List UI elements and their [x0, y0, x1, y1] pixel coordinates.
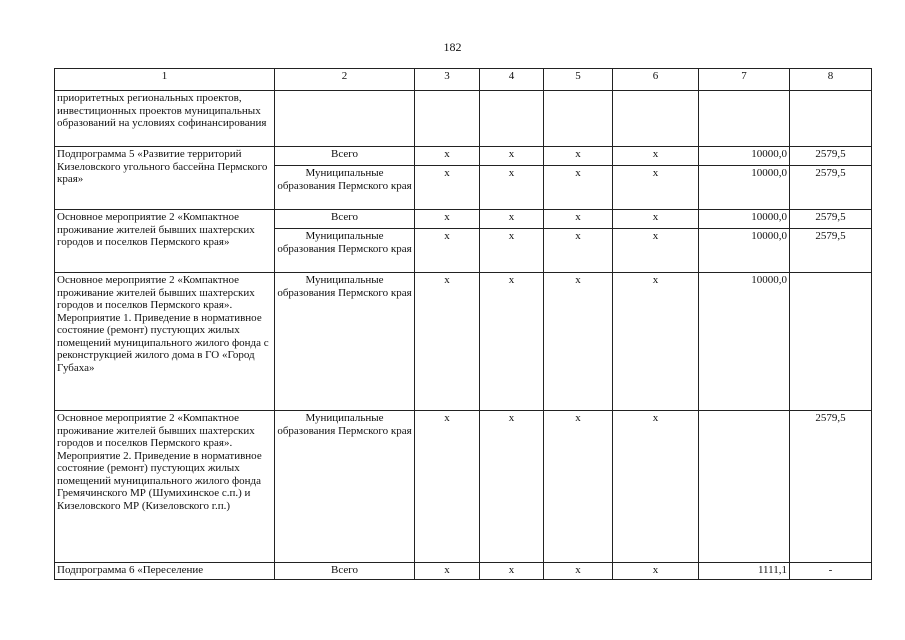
row-col-4: х — [480, 273, 544, 411]
row-col-6: х — [613, 210, 699, 229]
row-description-main: Основное мероприятие 2 «Компактное проживание жителей бывших шахтерских городов и поселков Пермского края». — [57, 412, 255, 449]
header-col-4: 4 — [480, 69, 544, 91]
row-col-7 — [699, 411, 790, 563]
header-col-8: 8 — [790, 69, 872, 91]
header-col-5: 5 — [544, 69, 613, 91]
row-recipient: Муниципальные образования Пермского края — [275, 166, 415, 210]
row-col-3: х — [415, 273, 480, 411]
header-col-3: 3 — [415, 69, 480, 91]
row-col-7: 10000,0 — [699, 166, 790, 210]
row-col-5: х — [544, 563, 613, 580]
row-col-4 — [480, 91, 544, 147]
table-row — [55, 91, 872, 147]
row-col-6: х — [613, 147, 699, 166]
row-col-3: х — [415, 563, 480, 580]
row-col-8: 2579,5 — [790, 229, 872, 273]
row-col-3: х — [415, 210, 480, 229]
row-col-6: х — [613, 229, 699, 273]
header-col-2: 2 — [275, 69, 415, 91]
row-col-4: х — [480, 411, 544, 563]
row-col-7: 10000,0 — [699, 210, 790, 229]
header-col-7: 7 — [699, 69, 790, 91]
row-recipient: Муниципальные образования Пермского края — [275, 411, 415, 563]
row-description-measure: Мероприятие 2. Приведение в нормативное состояние (ремонт) пустующих жилых помещений муниципального жилого фонда Гремячинского МР (Шумихинское с.п.) и Кизеловского МР (Кизеловского г.п.) — [57, 449, 262, 512]
row-col-3: х — [415, 166, 480, 210]
row-col-7: 10000,0 — [699, 273, 790, 411]
row-recipient: Муниципальные образования Пермского края — [275, 229, 415, 273]
row-col-6: х — [613, 273, 699, 411]
row-col-4: х — [480, 563, 544, 580]
row-col-5: х — [544, 411, 613, 563]
budget-table — [54, 68, 872, 580]
row-col-7 — [699, 91, 790, 147]
row-col-5: х — [544, 229, 613, 273]
row-col-4: х — [480, 147, 544, 166]
row-col-8 — [790, 91, 872, 147]
header-col-1: 1 — [55, 69, 275, 91]
row-description-measure: Мероприятие 1. Приведение в нормативное состояние (ремонт) пустующих жилых помещений муниципального жилого фонда с реконструкцией жилого дома в ГО «Город Губаха» — [57, 311, 269, 374]
page-number: 182 — [443, 40, 462, 54]
row-col-8: - — [790, 563, 872, 580]
row-col-4: х — [480, 166, 544, 210]
row-col-7: 1111,1 — [699, 563, 790, 580]
row-recipient: Всего — [275, 210, 415, 229]
row-col-4: х — [480, 210, 544, 229]
row-col-5: х — [544, 210, 613, 229]
row-col-6 — [613, 91, 699, 147]
row-col-8 — [790, 273, 872, 411]
row-col-8: 2579,5 — [790, 210, 872, 229]
row-recipient — [275, 91, 415, 147]
row-description — [55, 411, 275, 563]
row-col-6: х — [613, 411, 699, 563]
row-description: Подпрограмма 6 «Переселение — [55, 563, 275, 580]
row-col-4: х — [480, 229, 544, 273]
row-col-7: 10000,0 — [699, 229, 790, 273]
row-col-3: х — [415, 411, 480, 563]
row-recipient: Всего — [275, 563, 415, 580]
row-col-5: х — [544, 147, 613, 166]
table-row — [55, 411, 872, 563]
row-col-8: 2579,5 — [790, 166, 872, 210]
row-col-5 — [544, 91, 613, 147]
row-col-7: 10000,0 — [699, 147, 790, 166]
table-row — [55, 210, 872, 229]
header-row — [55, 69, 872, 91]
header-col-6: 6 — [613, 69, 699, 91]
row-col-6: х — [613, 563, 699, 580]
row-col-5: х — [544, 273, 613, 411]
row-col-3: х — [415, 147, 480, 166]
table-row — [55, 563, 872, 580]
row-col-3: х — [415, 229, 480, 273]
row-description — [55, 273, 275, 411]
row-recipient: Муниципальные образования Пермского края — [275, 273, 415, 411]
row-col-3 — [415, 91, 480, 147]
row-col-8: 2579,5 — [790, 147, 872, 166]
table-row — [55, 273, 872, 411]
row-description: приоритетных региональных проектов, инвестиционных проектов муниципальных образований на условиях софинансирования — [55, 91, 275, 147]
table-row — [55, 147, 872, 166]
row-description: Подпрограмма 5 «Развитие территорий Кизеловского угольного бассейна Пермского края» — [55, 147, 275, 210]
row-description: Основное мероприятие 2 «Компактное проживание жителей бывших шахтерских городов и поселков Пермского края» — [55, 210, 275, 273]
row-col-8: 2579,5 — [790, 411, 872, 563]
row-col-5: х — [544, 166, 613, 210]
row-col-6: х — [613, 166, 699, 210]
row-recipient: Всего — [275, 147, 415, 166]
row-description-main: Основное мероприятие 2 «Компактное проживание жителей бывших шахтерских городов и поселков Пермского края». — [57, 274, 255, 311]
